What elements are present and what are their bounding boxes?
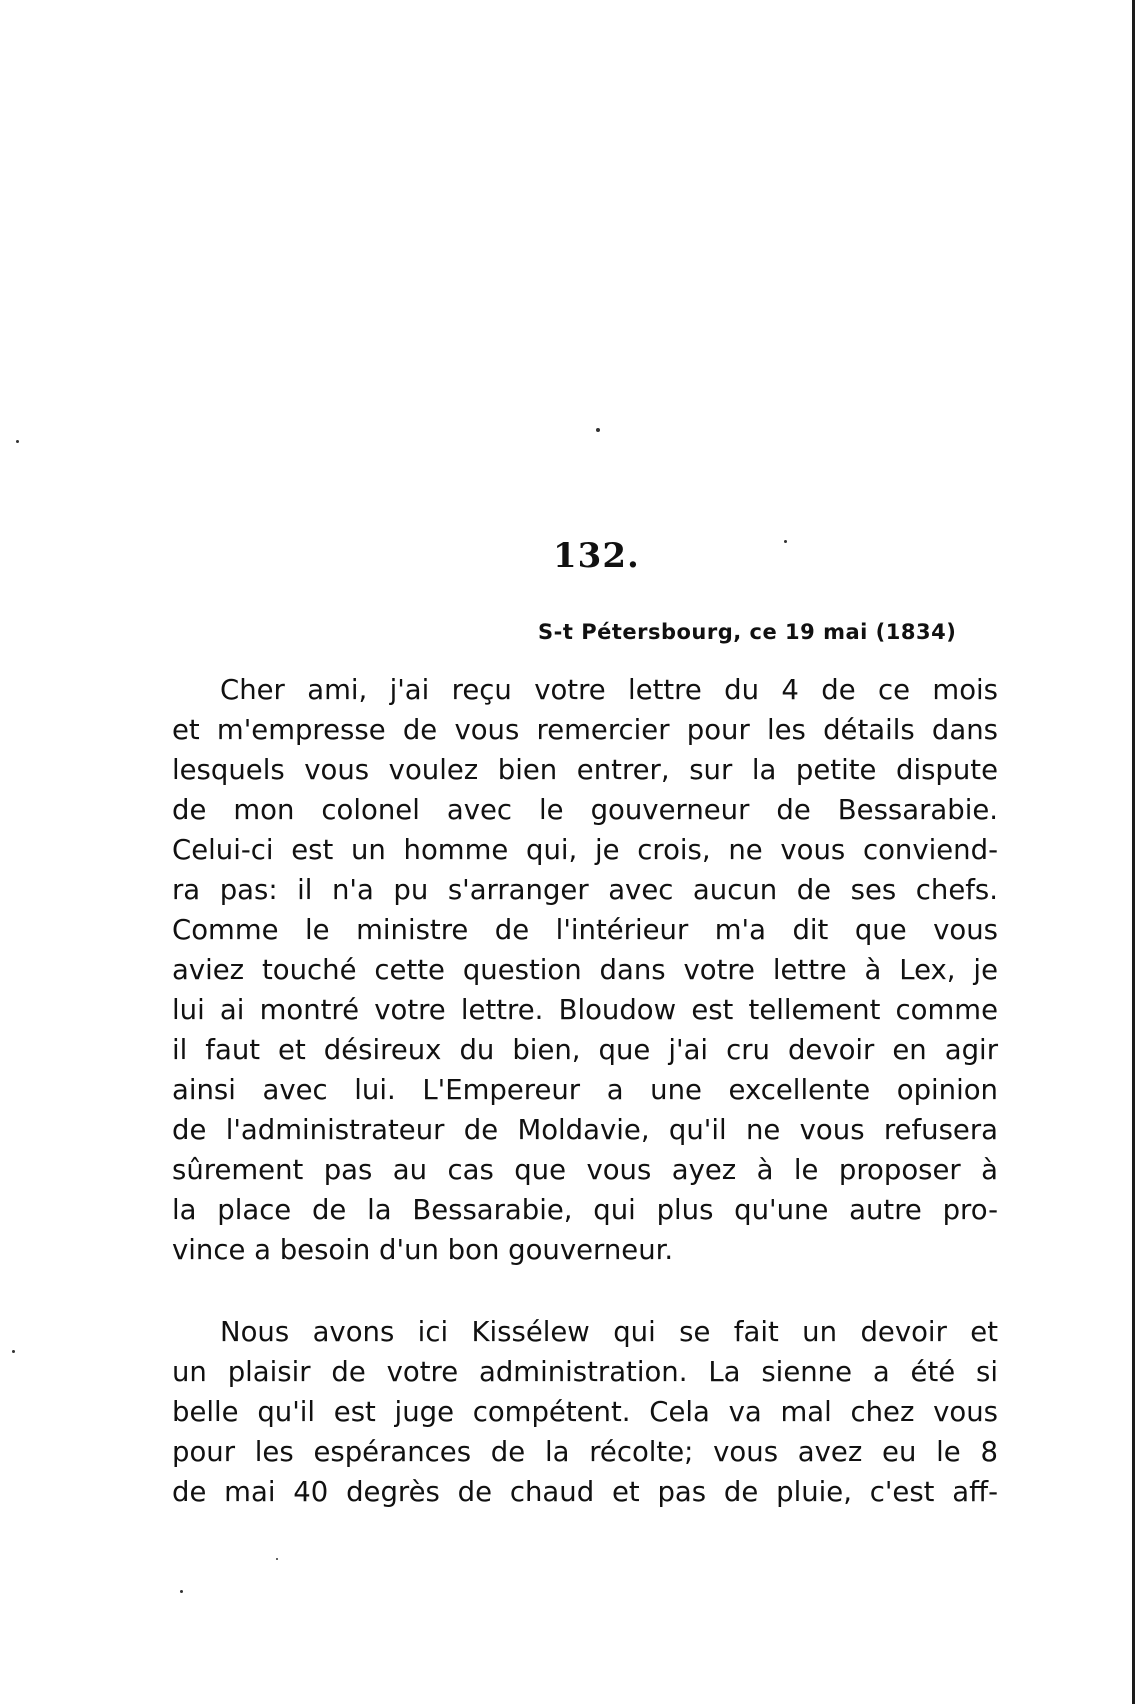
speck [180,1590,183,1593]
text-line: pour les espérances de la récolte; vous avez eu le 8 [172,1436,998,1468]
text-line: aviez touché cette question dans votre lettre à Lex, je [172,954,998,986]
letter-dateline: S-t Pétersbourg, ce 19 mai (1834) [538,620,957,644]
text-line: de l'administrateur de Moldavie, qu'il ne vous refusera [172,1114,998,1146]
text-line: Cher ami, j'ai reçu votre lettre du 4 de ce mois [220,674,998,706]
speck [784,540,787,543]
text-line: lesquels vous voulez bien entrer, sur la petite dispute [172,754,998,786]
page-edge-shadow [1132,0,1135,1704]
page-number: 132. [553,536,640,576]
text-line: lui ai montré votre lettre. Bloudow est tellement comme [172,994,998,1026]
text-line: un plaisir de votre administration. La sienne a été si [172,1356,998,1388]
text-line: de mon colonel avec le gouverneur de Bessarabie. [172,794,998,826]
text-line: belle qu'il est juge compétent. Cela va mal chez vous [172,1396,998,1428]
text-line: sûrement pas au cas que vous ayez à le proposer à [172,1154,998,1186]
text-line: de mai 40 degrès de chaud et pas de pluie, c'est aff- [172,1476,998,1508]
speck [596,428,600,432]
paragraph-1 [172,670,998,1270]
text-line: ainsi avec lui. L'Empereur a une excellente opinion [172,1074,998,1106]
speck [276,1558,278,1560]
text-line: ra pas: il n'a pu s'arranger avec aucun de ses chefs. [172,874,998,906]
text-line: la place de la Bessarabie, qui plus qu'une autre pro- [172,1194,998,1226]
paragraph-2 [172,1312,998,1512]
speck [16,440,19,443]
text-line: Comme le ministre de l'intérieur m'a dit que vous [172,914,998,946]
text-line: Celui-ci est un homme qui, je crois, ne vous conviend- [172,834,998,866]
text-line: et m'empresse de vous remercier pour les détails dans [172,714,998,746]
text-line: il faut et désireux du bien, que j'ai cru devoir en agir [172,1034,998,1066]
speck [12,1350,15,1353]
text-line: vince a besoin d'un bon gouverneur. [172,1234,674,1266]
text-line: Nous avons ici Kissélew qui se fait un devoir et [220,1316,998,1348]
